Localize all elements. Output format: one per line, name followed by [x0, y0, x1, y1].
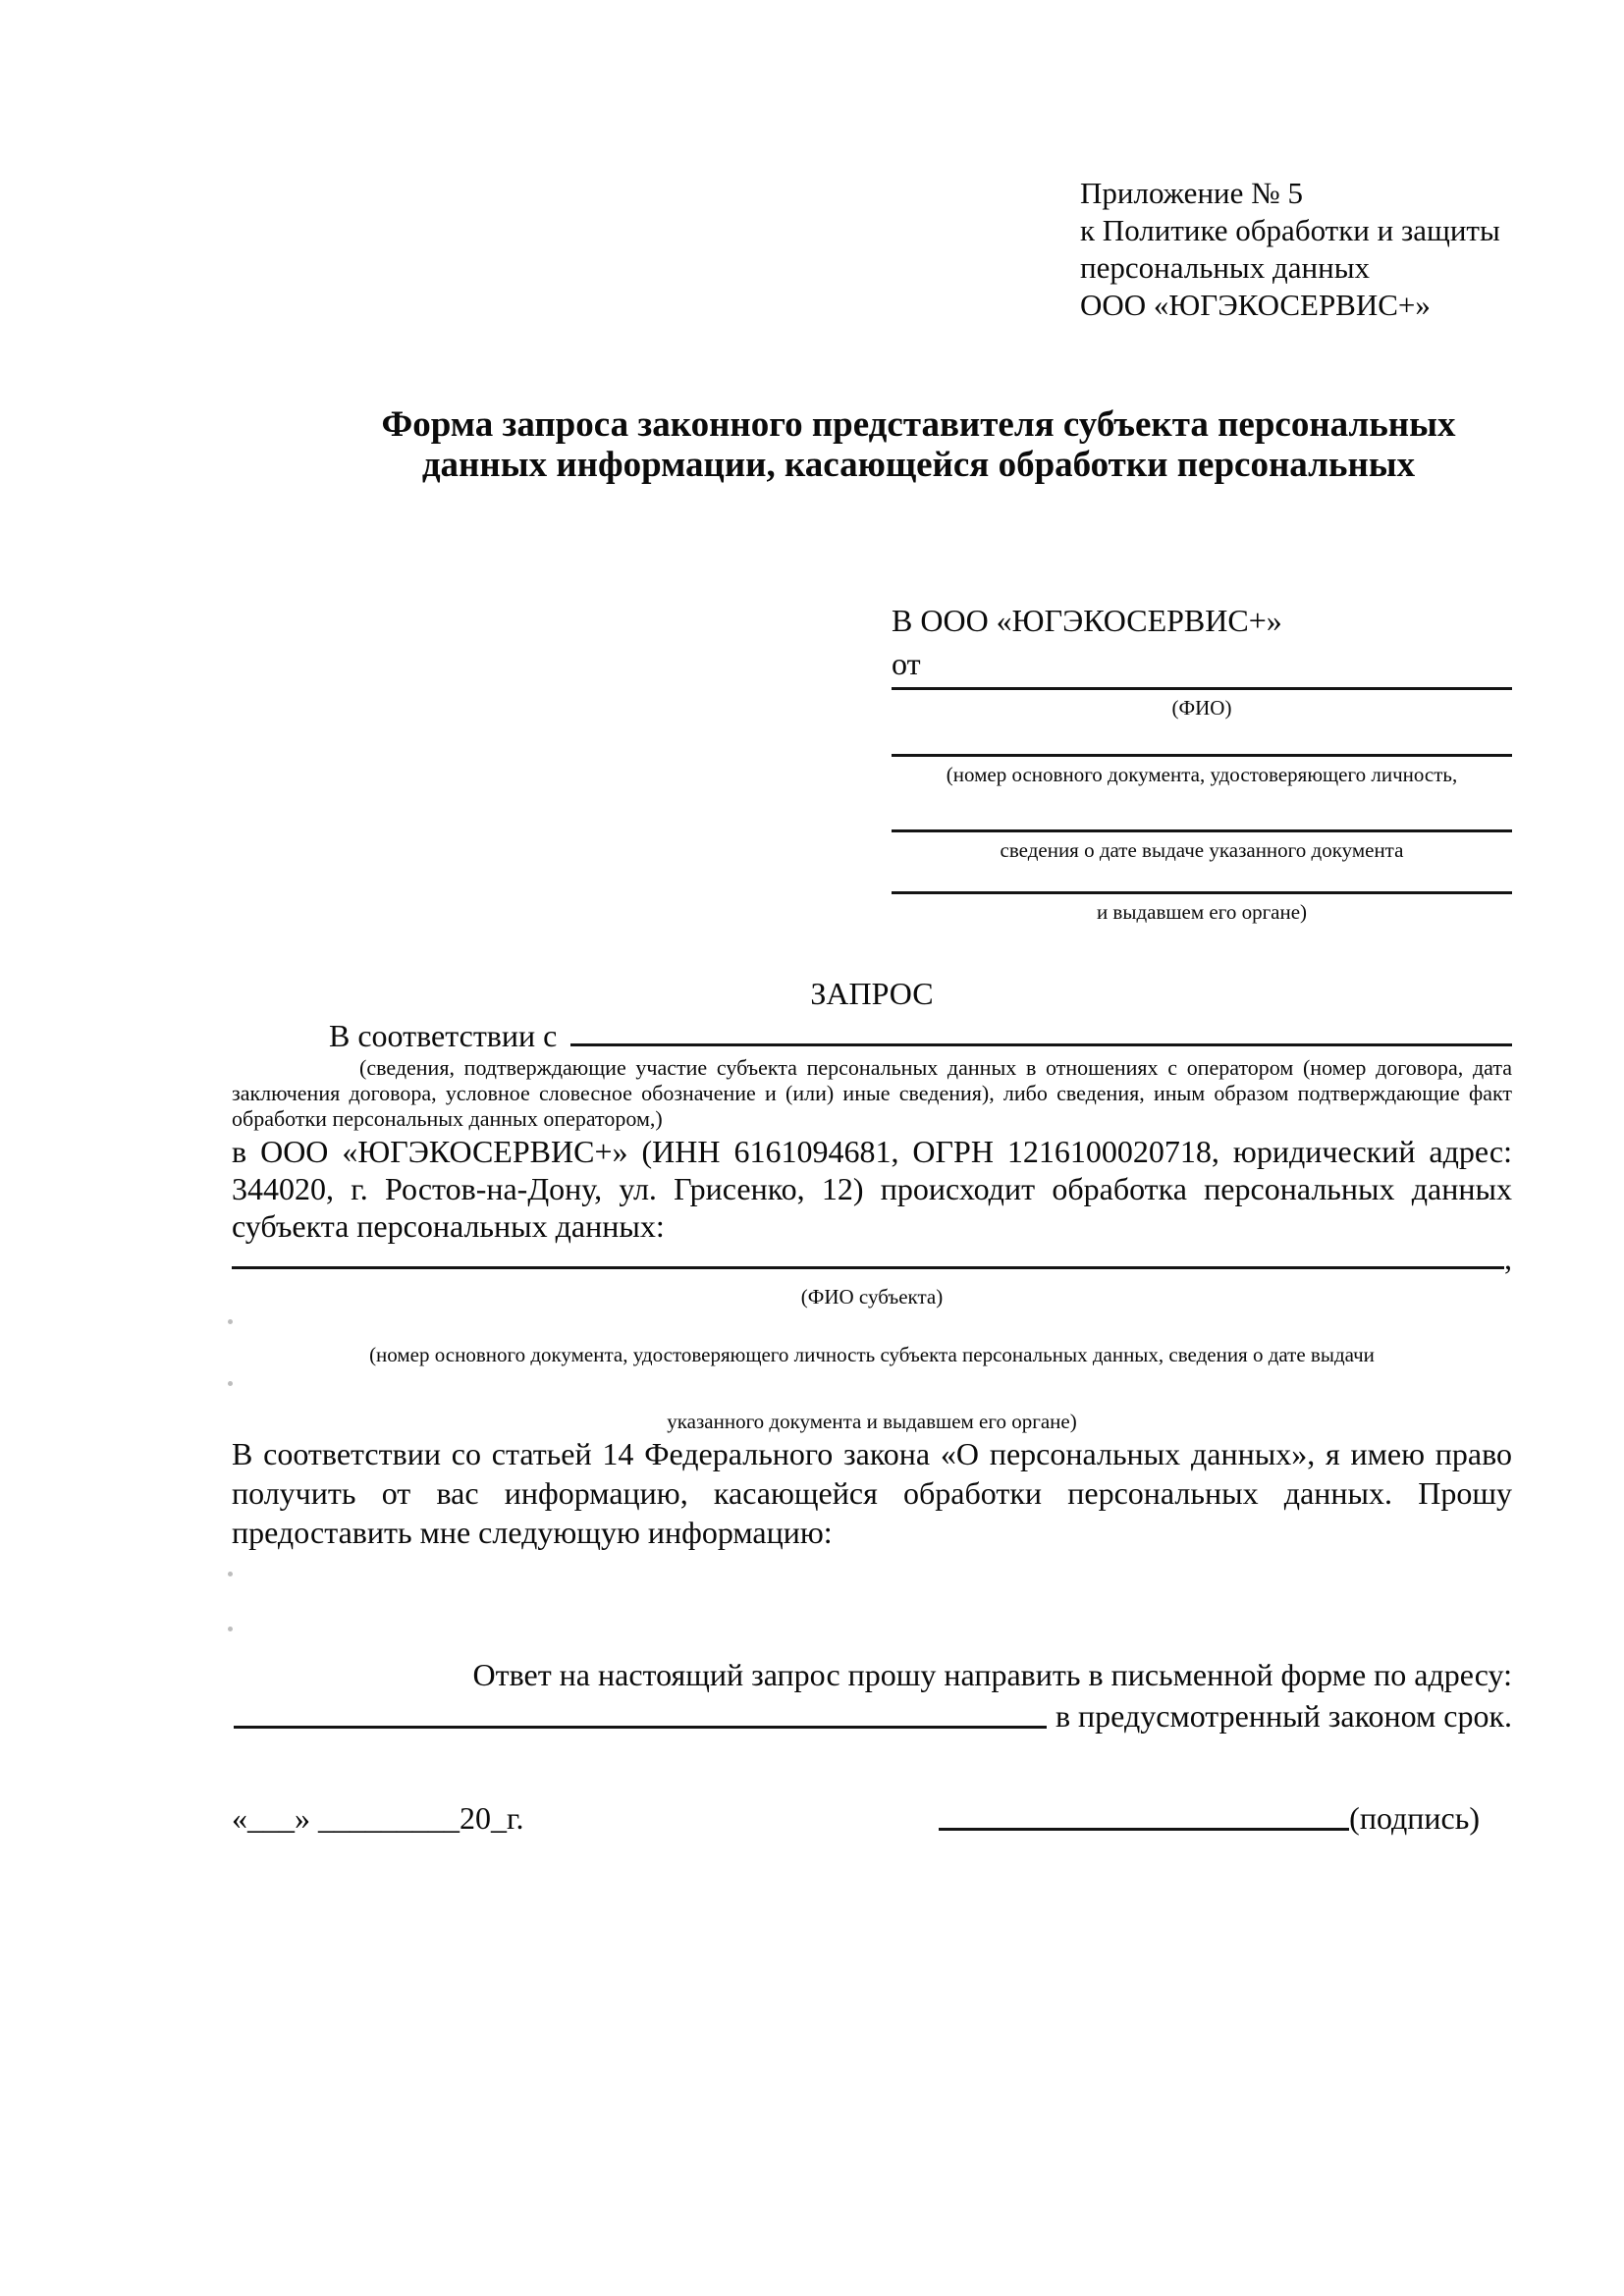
appendix-line-1: Приложение № 5: [1080, 176, 1303, 210]
recipient-to: В ООО «ЮГЭКОСЕРВИС+»: [892, 603, 1282, 638]
signature-block: [939, 1799, 1480, 1837]
fio-caption: (ФИО): [1171, 696, 1232, 720]
subject-doc-caption-1: (номер основного документа, удостоверяющего личность субъекта персональных данных, сведения о дате выдачи: [369, 1343, 1375, 1366]
doc-date-caption: сведения о дате выдаче указанного документа: [1000, 838, 1404, 862]
appendix-line-2: к Политике обработки и защиты: [1080, 213, 1500, 247]
signature-caption: (подпись): [1349, 1800, 1480, 1836]
answer-line-2: [232, 1695, 1512, 1736]
answer-paragraph: [232, 1654, 1512, 1736]
appendix-line-4: ООО «ЮГЭКОСЕРВИС+»: [1080, 288, 1431, 322]
doc-issuer-caption: и выдавшем его органе): [1096, 900, 1308, 924]
appendix-line-3: персональных данных: [1080, 250, 1371, 285]
document-title-line-1: Форма запроса законного представителя субъекта персональных: [381, 404, 1456, 445]
basis-blank-line: [570, 1018, 1512, 1046]
doc-issuer-blank-line: [892, 891, 1512, 894]
artifact-dot-4: [228, 1627, 233, 1631]
artifact-dot-2: [228, 1381, 233, 1386]
footer-row: [232, 1799, 1512, 1837]
address-blank-line: [234, 1726, 1047, 1729]
basis-prefix: В соответствии с: [329, 1018, 558, 1053]
date-line: «___» _________20_г.: [232, 1800, 524, 1836]
fio-blank-line: [892, 687, 1512, 690]
artifact-dot-1: [228, 1319, 233, 1324]
signature-blank-line: [939, 1828, 1349, 1831]
doc-date-blank-line: [892, 829, 1512, 832]
doc-number-caption: (номер основного документа, удостоверяющего личность,: [946, 763, 1458, 786]
subject-fio-row: [232, 1241, 1512, 1276]
appendix-block: [1080, 175, 1512, 324]
operator-paragraph: в ООО «ЮГЭКОСЕРВИС+» (ИНН 6161094681, ОГРН 1216100020718, юридический адрес: 344020, г. Ростов-на-Дону, ул. Грисенко, 12) происходит обработка персональных данных субъекта персональных данных:: [232, 1134, 1512, 1244]
answer-line-2-text: в предусмотренный законом срок.: [1055, 1698, 1512, 1734]
answer-line-1: Ответ на настоящий запрос прошу направить в письменной форме по адресу:: [472, 1657, 1512, 1692]
document-title-line-2: данных информации, касающейся обработки персональных: [421, 445, 1416, 485]
artifact-dot-3: [228, 1572, 233, 1576]
basis-note: (сведения, подтверждающие участие субъекта персональных данных в отношениях с оператором (номер договора, дата заключения договора, условное словесное обозначение и (или) иные сведения), либо сведения, иным образом подтверждающие факт обработки персональных данных оператором,): [232, 1055, 1512, 1131]
request-heading: ЗАПРОС: [810, 976, 934, 1011]
recipient-block: [892, 599, 1512, 925]
recipient-from: от: [892, 646, 921, 681]
subject-fio-caption: (ФИО субъекта): [800, 1285, 944, 1308]
basis-row: [232, 1018, 1512, 1053]
document-title: [325, 404, 1512, 485]
doc-number-blank-line: [892, 754, 1512, 757]
subject-doc-caption-2: указанного документа и выдавшем его органе): [667, 1410, 1077, 1433]
subject-fio-blank-line: [232, 1266, 1504, 1269]
law-paragraph: В соответствии со статьей 14 Федерального закона «О персональных данных», я имею право получить от вас информацию, касающейся обработки персональных данных. Прошу предоставить мне следующую информацию:: [232, 1436, 1512, 1550]
subject-fio-comma: ,: [1504, 1241, 1512, 1276]
